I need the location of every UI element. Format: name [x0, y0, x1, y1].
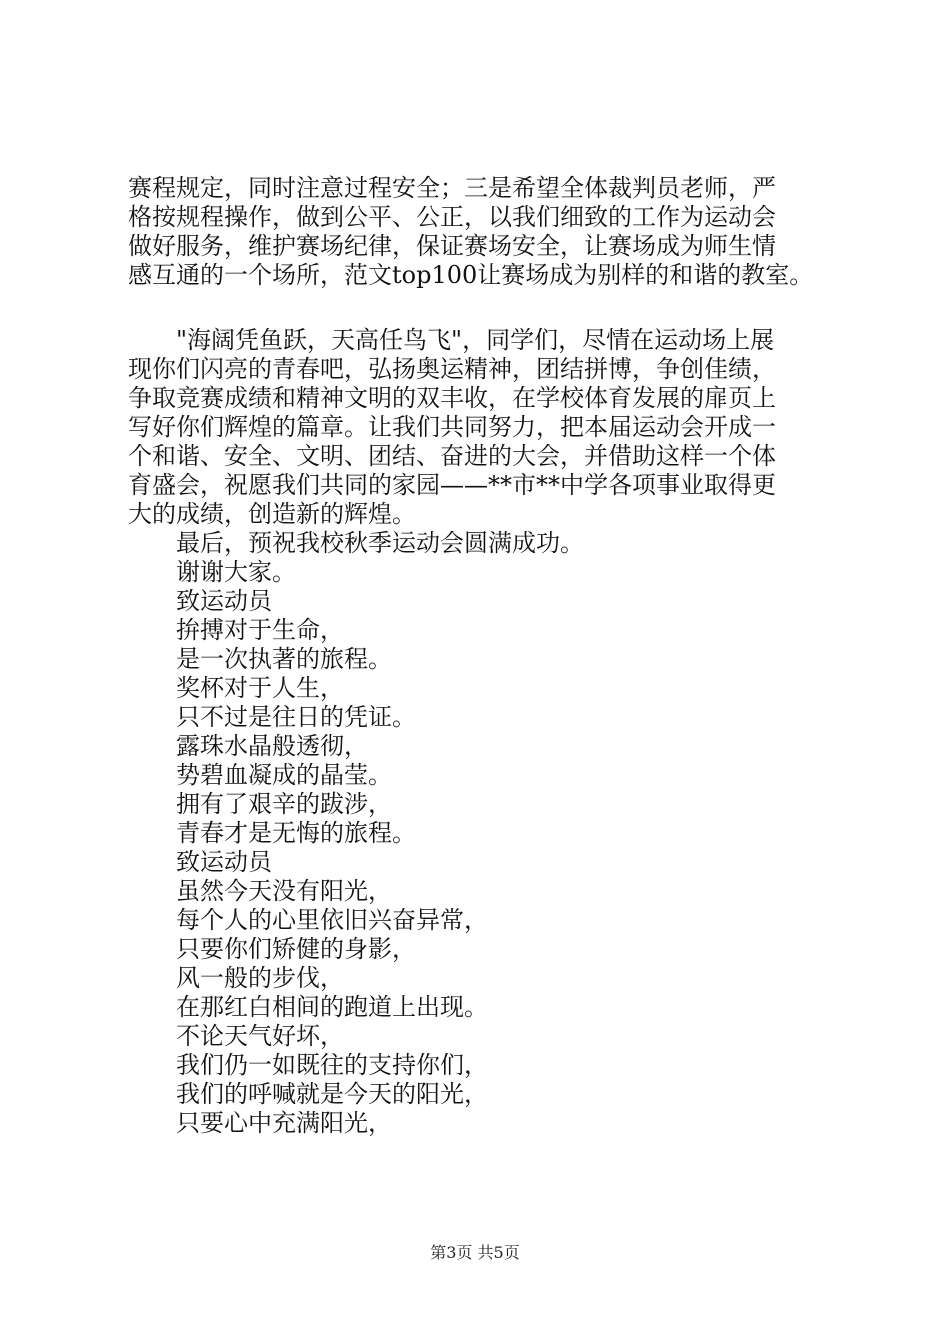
poem-title: 致运动员	[176, 848, 272, 876]
page-footer	[0, 1243, 950, 1263]
poem-line: 在那红白相间的跑道上出现。	[176, 993, 488, 1021]
poem-line: 只不过是往日的凭证。	[176, 703, 416, 731]
paragraph-line: 感互通的一个场所，范文top100让赛场成为别样的和谐的教室。	[128, 261, 814, 289]
paragraph-line: 做好服务，维护赛场纪律，保证赛场安全，让赛场成为师生情	[128, 232, 776, 260]
paragraph-line: 育盛会，祝愿我们共同的家园——**市**中学各项事业取得更	[128, 471, 776, 499]
paragraph-1	[128, 174, 848, 290]
poem-line: 我们仍一如既往的支持你们，	[176, 1051, 488, 1079]
document-body	[128, 174, 848, 1138]
closing-line: 最后，预祝我校秋季运动会圆满成功。	[176, 529, 584, 557]
closing-lines	[128, 529, 848, 587]
paragraph-line: 大的成绩，创造新的辉煌。	[128, 500, 416, 528]
paragraph-line: 赛程规定，同时注意过程安全；三是希望全体裁判员老师，严	[128, 174, 776, 202]
page-indicator: 第3页 共5页	[430, 1243, 520, 1262]
poem-line: 只要心中充满阳光，	[176, 1109, 392, 1137]
paragraph-line: 现你们闪亮的青春吧，弘扬奥运精神，团结拼博，争创佳绩，	[128, 355, 776, 383]
poem-line: 不论天气好坏，	[176, 1022, 344, 1050]
poem-line: 奖杯对于人生，	[176, 674, 344, 702]
poem-line: 露珠水晶般透彻，	[176, 732, 368, 760]
paragraph-line: 写好你们辉煌的篇章。让我们共同努力，把本届运动会开成一	[128, 413, 776, 441]
poem-2	[128, 848, 848, 1138]
poem-line: 拚搏对于生命，	[176, 616, 344, 644]
closing-line: 谢谢大家。	[176, 558, 296, 586]
poem-line: 虽然今天没有阳光，	[176, 877, 392, 905]
poem-line: 我们的呼喊就是今天的阳光，	[176, 1080, 488, 1108]
poem-line: 拥有了艰辛的跋涉，	[176, 790, 392, 818]
paragraph-2	[128, 326, 848, 529]
poem-1	[128, 587, 848, 848]
paragraph-spacer	[128, 290, 848, 326]
paragraph-line: 格按规程操作，做到公平、公正，以我们细致的工作为运动会	[128, 203, 776, 231]
poem-line: 是一次执著的旅程。	[176, 645, 392, 673]
poem-line: 每个人的心里依旧兴奋异常，	[176, 906, 488, 934]
paragraph-line: "海阔凭鱼跃，天高任鸟飞"，同学们，尽情在运动场上展	[176, 326, 775, 354]
poem-line: 青春才是无悔的旅程。	[176, 819, 416, 847]
paragraph-line: 争取竞赛成绩和精神文明的双丰收，在学校体育发展的扉页上	[128, 384, 776, 412]
poem-line: 风一般的步伐，	[176, 964, 344, 992]
poem-line: 势碧血凝成的晶莹。	[176, 761, 392, 789]
poem-title: 致运动员	[176, 587, 272, 615]
paragraph-line: 个和谐、安全、文明、团结、奋进的大会，并借助这样一个体	[128, 442, 776, 470]
poem-line: 只要你们矫健的身影，	[176, 935, 416, 963]
